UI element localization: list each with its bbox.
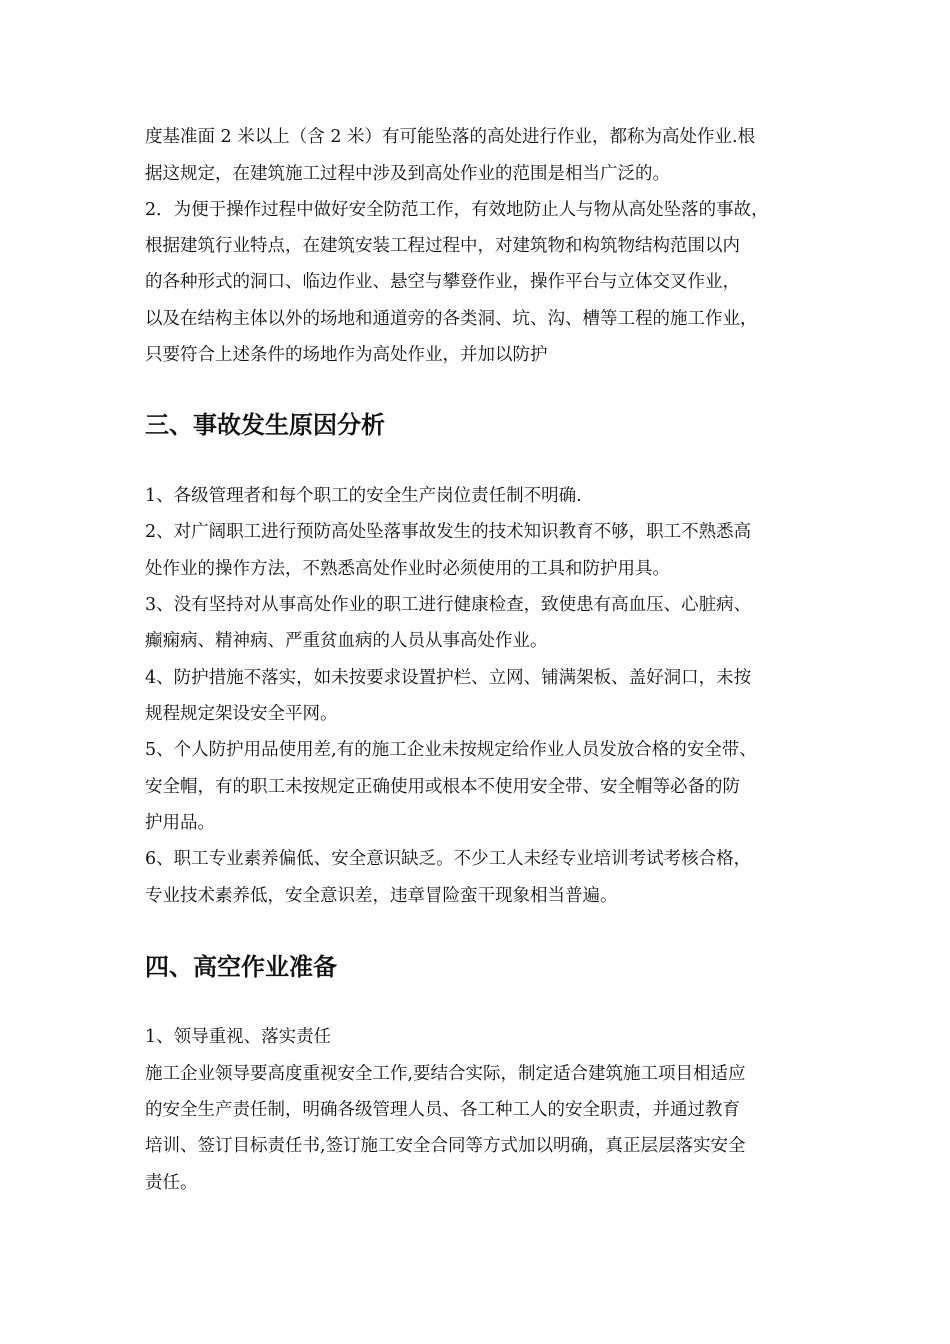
paragraph-line: 3、没有坚持对从事高处作业的职工进行健康检查，致使患有高血压、心脏病、 <box>145 595 752 615</box>
paragraph-line: 癫痫病、精神病、严重贫血病的人员从事高处作业。 <box>145 631 548 651</box>
section-heading: 三、事故发生原因分析 <box>145 411 385 439</box>
paragraph-line: 安全帽，有的职工未按规定正确使用或根本不使用安全带、安全帽等必备的防 <box>145 777 740 797</box>
section-heading: 四、高空作业准备 <box>145 953 337 981</box>
paragraph-line: 处作业的操作方法，不熟悉高处作业时必须使用的工具和防护用具。 <box>145 559 670 579</box>
paragraph-line: 2、对广阔职工进行预防高处坠落事故发生的技术知识教育不够，职工不熟悉高 <box>145 522 752 542</box>
paragraph-line: 4、防护措施不落实，如未按要求设置护栏、立网、铺满架板、盖好洞口，未按 <box>145 668 752 688</box>
paragraph-line: 6、职工专业素养偏低、安全意识缺乏。不少工人未经专业培训考试考核合格， <box>145 849 752 869</box>
paragraph-line: 只要符合上述条件的场地作为高处作业，并加以防护 <box>145 345 548 365</box>
paragraph-line: 施工企业领导要高度重视安全工作,要结合实际，制定适合建筑施工项目相适应 <box>145 1064 746 1084</box>
paragraph-line: 的安全生产责任制，明确各级管理人员、各工种工人的安全职责，并通过教育 <box>145 1100 740 1120</box>
paragraph-line: 培训、签订目标责任书,签订施工安全合同等方式加以明确，真正层层落实安全 <box>145 1136 746 1156</box>
paragraph-line: 责任。 <box>145 1173 198 1193</box>
paragraph-line: 专业技术素养低，安全意识差，违章冒险蛮干现象相当普遍。 <box>145 886 618 906</box>
paragraph-line: 规程规定架设安全平网。 <box>145 704 338 724</box>
paragraph-line: 5、个人防护用品使用差,有的施工企业未按规定给作业人员发放合格的安全带、 <box>145 740 757 760</box>
paragraph-line: 1、领导重视、落实责任 <box>145 1027 332 1047</box>
paragraph-line: 护用品。 <box>145 813 215 833</box>
paragraph-line: 据这规定，在建筑施工过程中涉及到高处作业的范围是相当广泛的。 <box>145 164 670 184</box>
paragraph-line: 度基准面 2 米以上（含 2 米）有可能坠落的高处进行作业，都称为高处作业.根 <box>145 127 756 147</box>
paragraph-line: 2．为便于操作过程中做好安全防范工作，有效地防止人与物从高处坠落的事故， <box>145 200 769 220</box>
paragraph-line: 根据建筑行业特点，在建筑安装工程过程中，对建筑物和构筑物结构范围以内 <box>145 236 740 256</box>
paragraph-line: 1、各级管理者和每个职工的安全生产岗位责任制不明确. <box>145 486 582 506</box>
paragraph-line: 的各种形式的洞口、临边作业、悬空与攀登作业，操作平台与立体交叉作业， <box>145 272 740 292</box>
paragraph-line: 以及在结构主体以外的场地和通道旁的各类洞、坑、沟、槽等工程的施工作业， <box>145 309 758 329</box>
